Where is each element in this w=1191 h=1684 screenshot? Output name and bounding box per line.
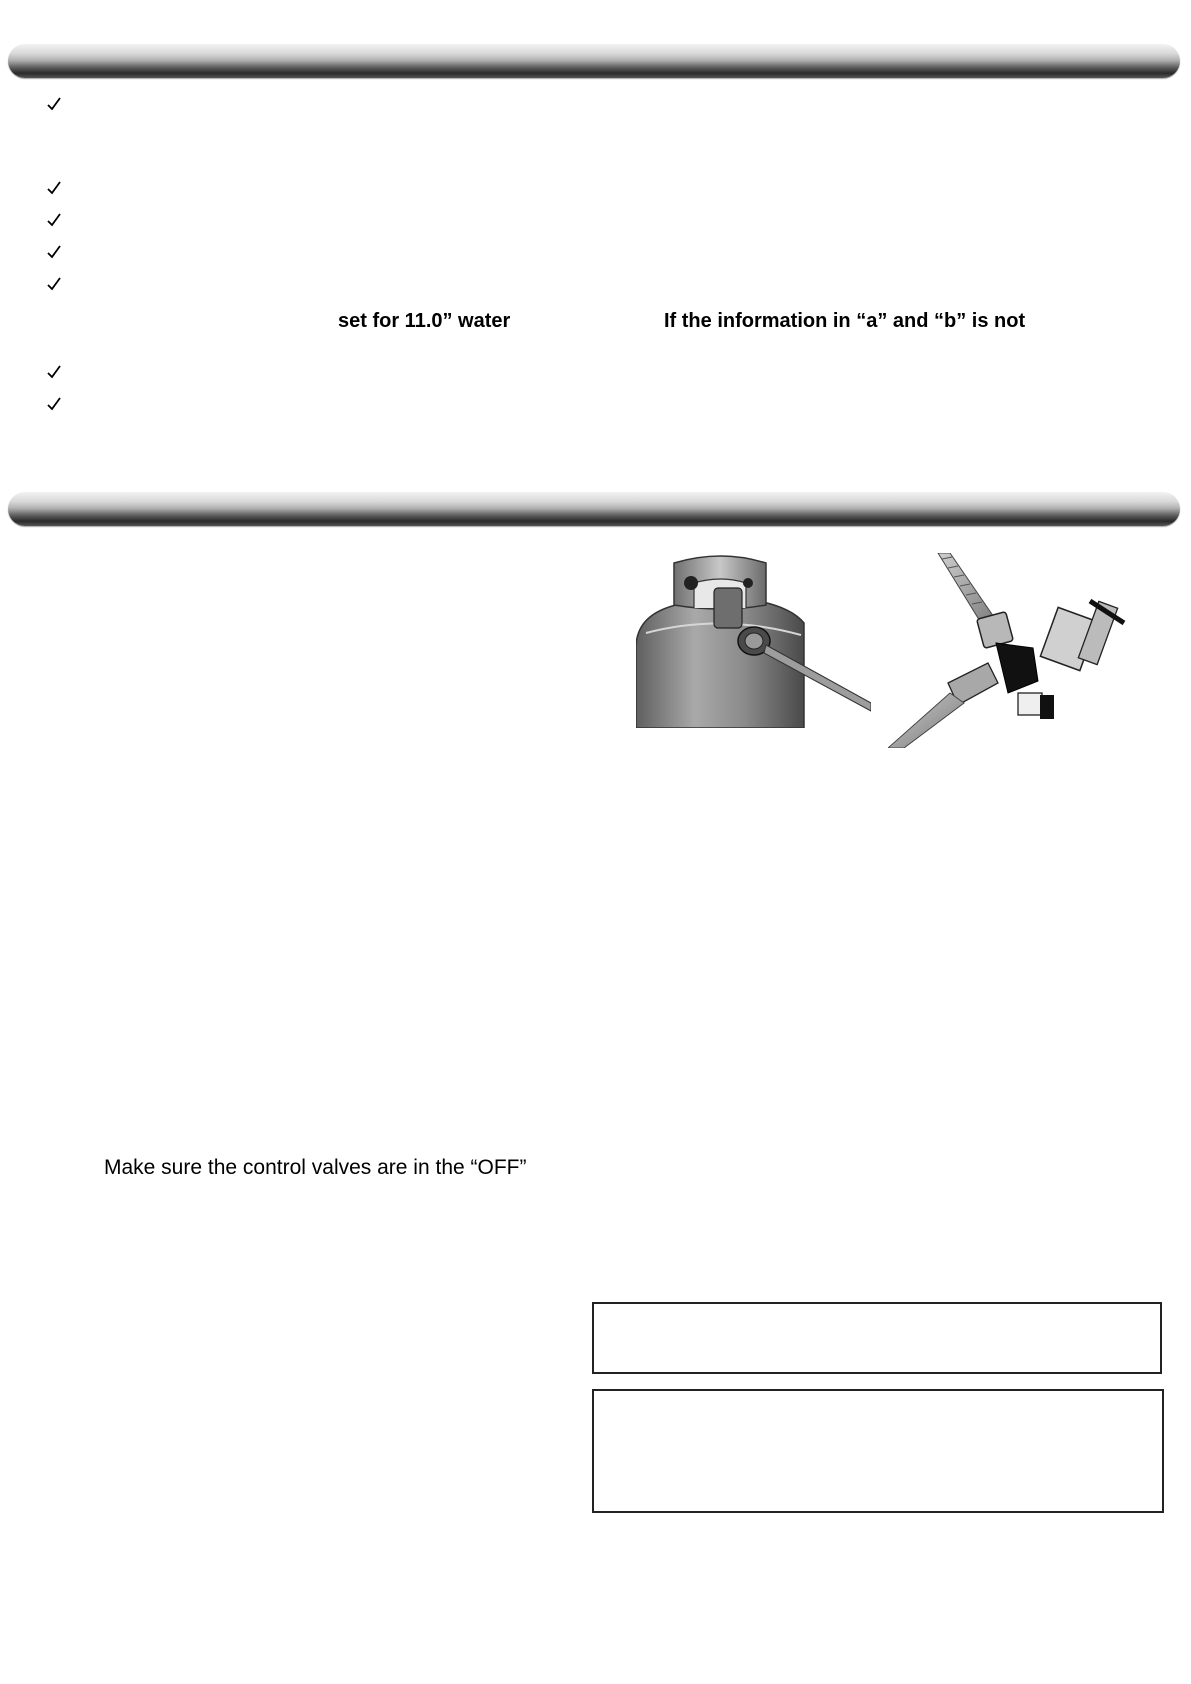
note-box-1 bbox=[592, 1302, 1162, 1374]
note-box-2 bbox=[592, 1389, 1164, 1513]
check-icon bbox=[46, 364, 62, 380]
propane-tank-illustration bbox=[636, 553, 871, 728]
checklist-fragment-if-info: If the information in “a” and “b” is not bbox=[664, 310, 1026, 332]
check-icon bbox=[46, 212, 62, 228]
control-valves-instruction: Make sure the control valves are in the “OFF” bbox=[104, 1156, 527, 1179]
check-icon bbox=[46, 180, 62, 196]
check-icon bbox=[46, 396, 62, 412]
gas-fitting-illustration bbox=[888, 553, 1138, 748]
section-header-bar-1 bbox=[8, 44, 1180, 78]
check-icon bbox=[46, 276, 62, 292]
check-icon bbox=[46, 96, 62, 112]
checklist-fragment-set-for: set for 11.0” water bbox=[338, 310, 511, 332]
check-icon bbox=[46, 244, 62, 260]
section-header-bar-2 bbox=[8, 492, 1180, 526]
